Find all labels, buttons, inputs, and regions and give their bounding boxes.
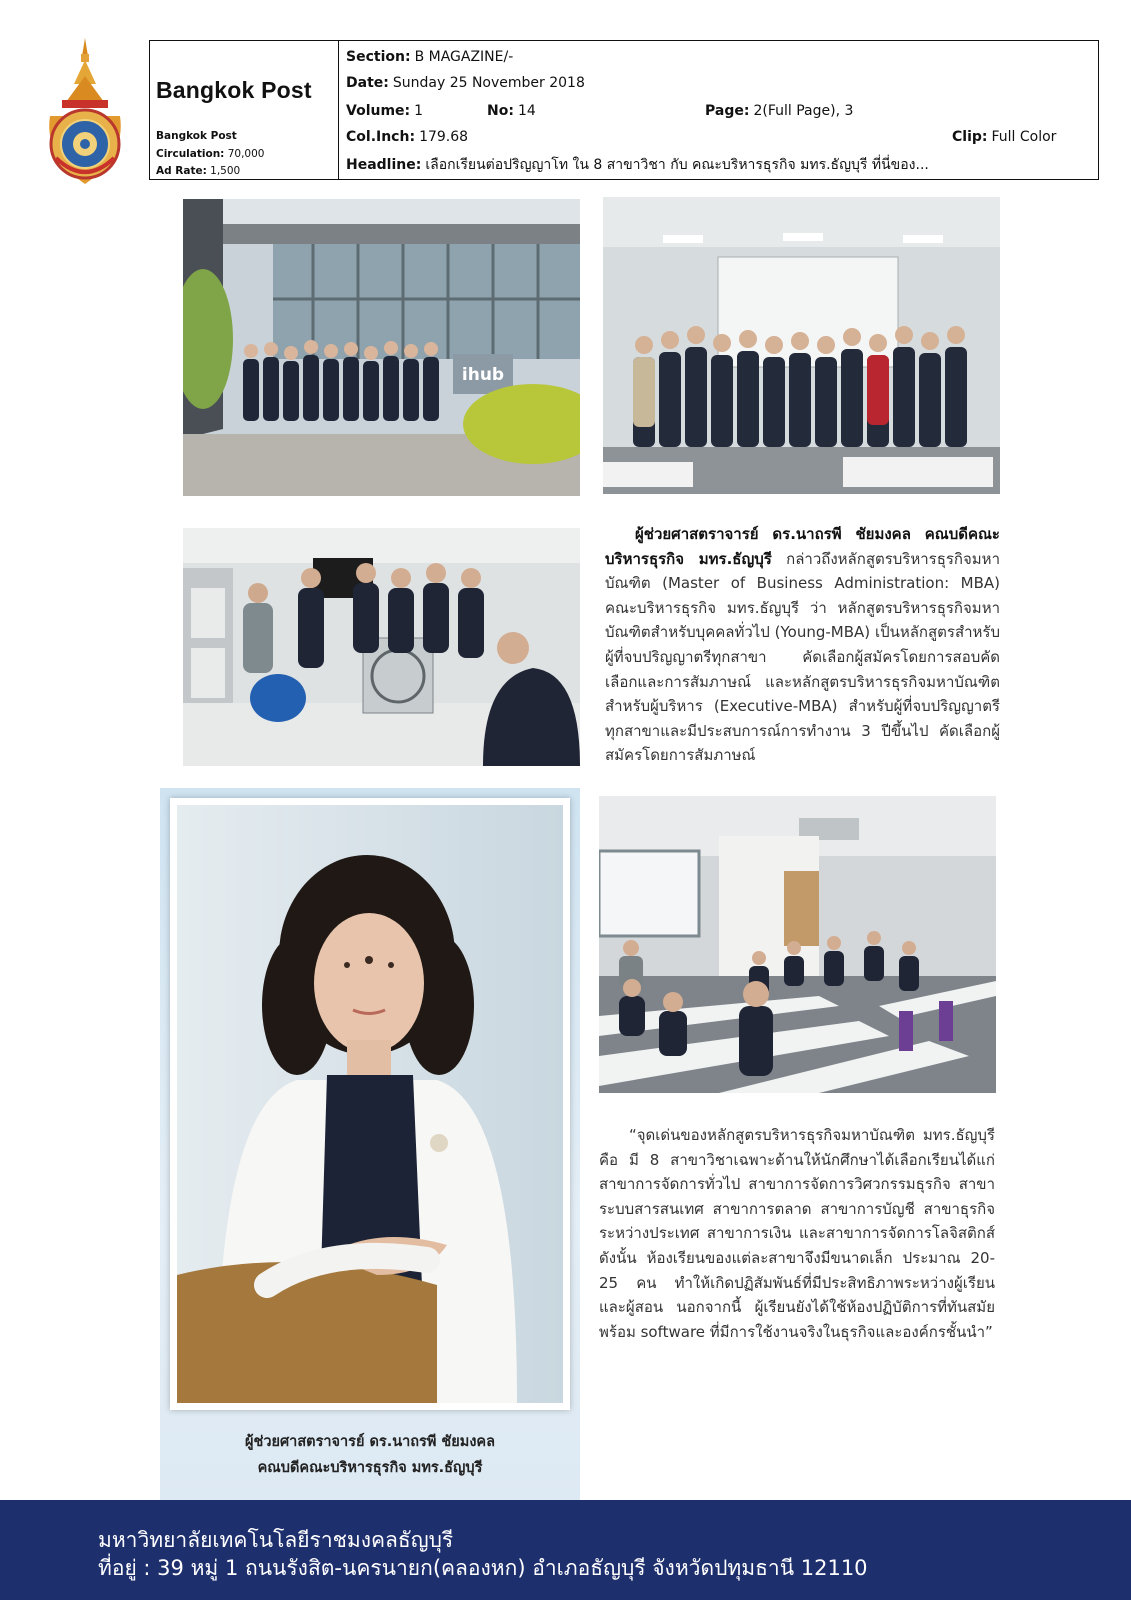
- article-paragraph-1-lead: ผู้ช่วยศาสตราจารย์ ดร.นาถรพี ชัยมงคล คณบดีคณะบริหารธุรกิจ มทร.ธัญบุรี: [605, 525, 1000, 568]
- article-paragraph-1: [605, 522, 1000, 768]
- clip-value: Full Color: [991, 129, 1057, 145]
- footer-university-name: มหาวิทยาลัยเทคโนโลยีราชมงคลธัญบุรี: [98, 1528, 454, 1552]
- volume-value: 1: [414, 103, 424, 119]
- clip-label: Clip:: [952, 129, 988, 145]
- ad-rate: [156, 165, 240, 177]
- ad-rate-value: 1,500: [210, 165, 241, 177]
- article-paragraph-2: “จุดเด่นของหลักสูตรบริหารธุรกิจมหาบัณฑิต มทร.ธัญบุรี คือ มี 8 สาขาวิชาเฉพาะด้านให้นักศึกษาได้เลือกเรียนได้แก่ สาขาการจัดการทั่วไป สาขาการจัดการวิศวกรรมธุรกิจ สาขาระบบสารสนเทศ สาขาการตลาด สาขาการบัญชี สาขาธุรกิจระหว่างประเทศ สาขาการเงิน และสาขาการจัดการโลจิสติกส์ ดังนั้น ห้องเรียนของแต่ละสาขาจึงมีขนาดเล็ก ประมาณ 20-25 คน ทำให้เกิดปฏิสัมพันธ์ที่มีประสิทธิภาพระหว่างผู้เรียนและผู้สอน นอกจากนี้ ผู้เรียนยังได้ใช้ห้องปฏิบัติการที่ทันสมัยพร้อม software ที่มีการใช้งานจริงในธุรกิจและองค์กรชั้นนำ”: [599, 1126, 995, 1341]
- circulation-label: Circulation:: [156, 148, 225, 160]
- number-row: [487, 103, 536, 119]
- circulation: [156, 148, 264, 160]
- colinch-row: [346, 129, 468, 145]
- portrait-frame: [170, 798, 570, 1410]
- clipping-header: [149, 40, 1099, 180]
- footer-address: ที่อยู่ : 39 หมู่ 1 ถนนรังสิต-นครนายก(คลองหก) อำเภอธัญบุรี จังหวัดปทุมธานี 12110: [98, 1556, 868, 1580]
- volume-label: Volume:: [346, 103, 411, 119]
- circulation-value: 70,000: [227, 148, 265, 160]
- photo-lab-demo: [183, 528, 580, 766]
- page-value: 2(Full Page), 3: [753, 103, 854, 119]
- page-label: Page:: [705, 103, 750, 119]
- building-sign-text: ihub: [461, 365, 505, 385]
- portrait-caption-name: ผู้ช่วยศาสตราจารย์ ดร.นาถรพี ชัยมงคล: [245, 1434, 495, 1450]
- number-label: No:: [487, 103, 514, 119]
- colinch-label: Col.Inch:: [346, 129, 416, 145]
- section-label: Section:: [346, 49, 411, 65]
- headline-label: Headline:: [346, 157, 422, 173]
- publication-small-name: Bangkok Post: [156, 130, 237, 142]
- portrait-photo: [177, 805, 563, 1403]
- footer-bar: [0, 1500, 1131, 1600]
- photo-classroom: [599, 796, 996, 1093]
- headline-row: [346, 154, 929, 176]
- ad-rate-label: Ad Rate:: [156, 165, 207, 177]
- section-value: B MAGAZINE/-: [414, 49, 514, 65]
- date-label: Date:: [346, 75, 389, 91]
- photo-group-room: [603, 197, 1000, 494]
- headline-value: เลือกเรียนต่อปริญญาโท ใน 8 สาขาวิชา กับ คณะบริหารธุรกิจ มทร.ธัญบุรี ที่นี่ของ...: [425, 157, 929, 173]
- number-value: 14: [517, 103, 536, 119]
- date-value: Sunday 25 November 2018: [392, 75, 585, 91]
- clipping-details: [339, 41, 1098, 179]
- publication-name: Bangkok Post: [156, 77, 312, 103]
- article-paragraph-1-body: กล่าวถึงหลักสูตรบริหารธุรกิจมหาบัณฑิต (Master of Business Administration: MBA) คณะบริหารธุรกิจ มทร.ธัญบุรี ว่า หลักสูตรบริหารธุรกิจมหาบัณฑิตสำหรับบุคคลทั่วไป (Young-MBA) เป็นหลักสูตรสำหรับผู้ที่จบปริญญาตรีทุกสาขา คัดเลือกผู้สมัครโดยการสอบคัดเลือกและการสัมภาษณ์ และหลักสูตรบริหารธุรกิจมหาบัณฑิตสำหรับผู้บริหาร (Executive-MBA) สำหรับผู้ที่จบปริญญาตรีทุกสาขาและมีประสบการณ์การทำงาน 3 ปีขึ้นไป คัดเลือกผู้สมัครโดยการสัมภาษณ์: [605, 549, 1000, 765]
- portrait-panel: [160, 788, 580, 1500]
- volume-row: [346, 103, 423, 119]
- date-row: [346, 75, 585, 91]
- publication-block: [150, 41, 339, 179]
- section-row: [346, 49, 513, 65]
- clip-row: [952, 129, 1056, 145]
- colinch-value: 179.68: [419, 129, 469, 145]
- page-row: [705, 103, 853, 119]
- photo-group-building: [183, 199, 580, 496]
- university-logo: [40, 36, 130, 188]
- portrait-caption-title: คณบดีคณะบริหารธุรกิจ มทร.ธัญบุรี: [257, 1460, 483, 1476]
